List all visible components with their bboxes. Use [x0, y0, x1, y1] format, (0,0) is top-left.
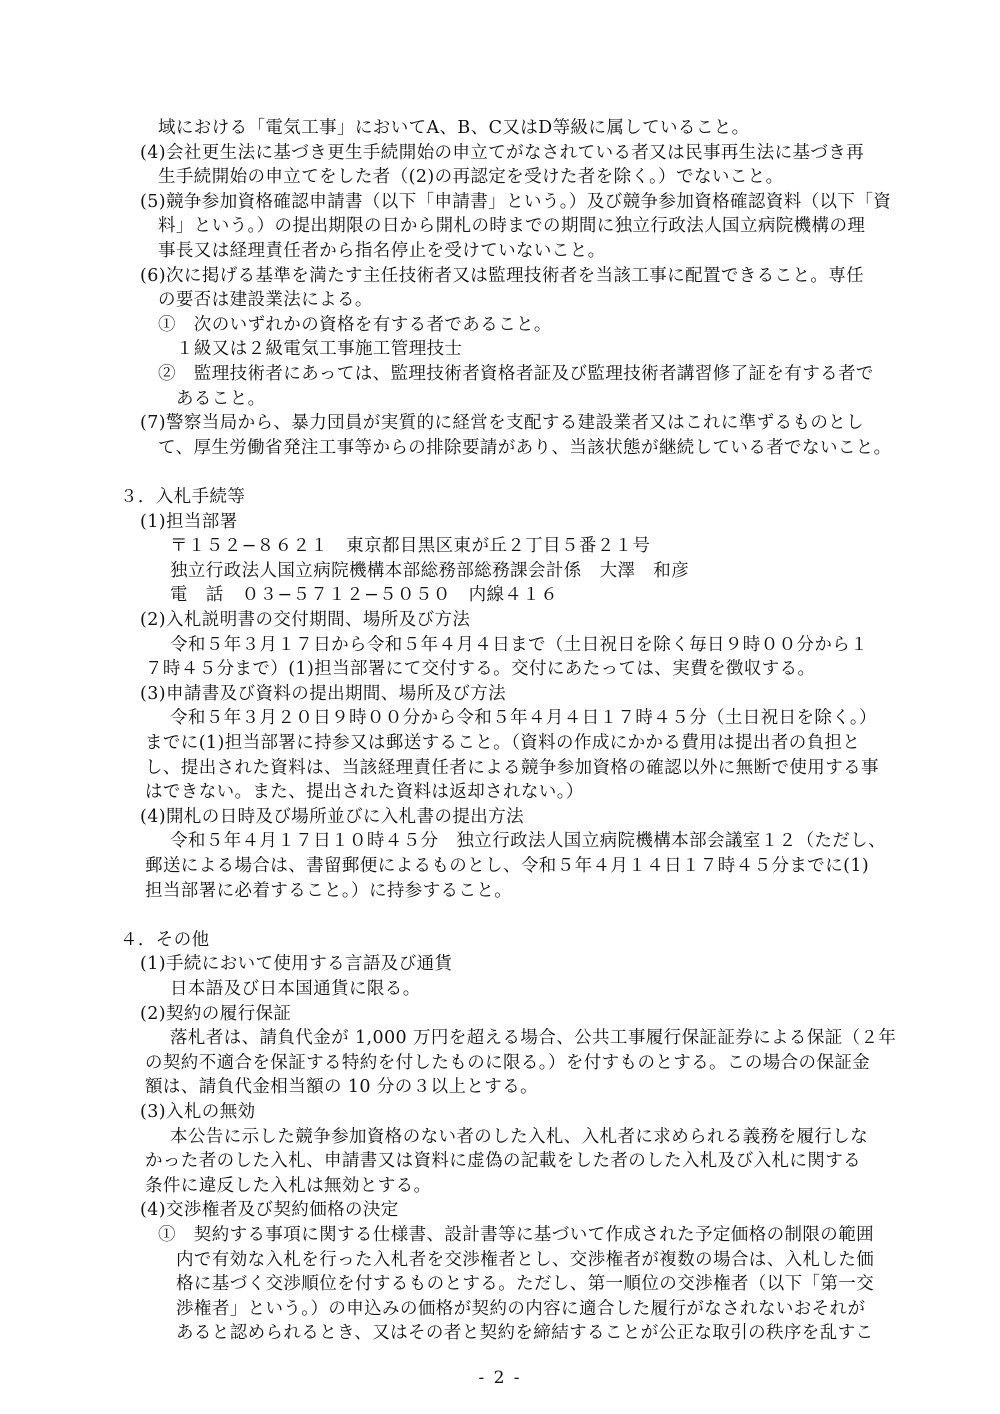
text-line: (3)入札の無効 — [140, 1102, 256, 1122]
text-line: の契約不適合を保証する特約を付したものに限る。）を付すものとする。この場合の保証金 — [145, 1052, 871, 1073]
text-line: 電 話 ０３−５７１２−５０５０ 内線４１６ — [170, 585, 559, 606]
text-line: 郵送による場合は、書留郵便によるものとし、令和５年４月１４日１７時４５分までに(1) — [145, 856, 870, 876]
text-line: 令和５年３月１７日から令和５年４月４日まで（土日祝日を除く毎日９時００分から１ — [170, 634, 869, 655]
text-line: (6)次に掲げる基準を満たす主任技術者又は監理技術者を当該工事に配置できること。専任 — [140, 265, 865, 286]
text-line: 令和５年４月１７日１０時４５分 独立行政法人国立病院機構本部会議室１２（ただし、 — [170, 831, 886, 852]
text-line: あること。 — [176, 388, 266, 409]
text-line: までに(1)担当部署に持参又は郵送すること。（資料の作成にかかる費用は提出者の負担と — [145, 733, 861, 753]
text-line: の要否は建設業法による。 — [158, 290, 373, 311]
text-line: (4)交渉権者及び契約価格の決定 — [140, 1200, 399, 1221]
text-line: 事長又は経理責任者から指名停止を受けていないこと。 — [158, 241, 606, 261]
text-line: (3)申請書及び資料の提出期間、場所及び方法 — [140, 683, 507, 704]
page-number: - 2 - — [478, 1368, 522, 1388]
text-line: はできない。また、提出された資料は返却されない。） — [145, 782, 584, 803]
text-line: かった者のした入札、申請書又は資料に虚偽の記載をした者のした入札及び入札に関する — [145, 1151, 861, 1172]
text-line: (4)会社更生法に基づき更生手続開始の申立てがなされている者又は民事再生法に基づき再 — [140, 142, 865, 163]
text-line: (2)契約の履行保証 — [140, 1003, 292, 1024]
text-line: て、厚生労働省発注工事等からの排除要請があり、当該状態が継続している者でないこと。 — [158, 437, 892, 458]
text-line: 日本語及び日本国通貨に限る。 — [170, 979, 421, 999]
section-heading: ３．入札手続等 — [120, 487, 246, 507]
text-line: 渉権者」という。）の申込みの価格が契約の内容に適合した履行がなされないおそれが — [176, 1298, 866, 1319]
text-line: 格に基づく交渉順位を付するものとする。ただし、第一順位の交渉権者（以下「第一交 — [176, 1274, 875, 1295]
text-line: 落札者は、請負代金が 1,000 万円を超える場合、公共工事履行保証証券による保証（２年 — [170, 1028, 897, 1049]
text-line: ７時４５分まで）(1)担当部署にて交付する。交付にあたっては、実費を徴収する。 — [145, 659, 816, 680]
text-line: (1)担当部署 — [140, 511, 238, 532]
text-line: 独立行政法人国立病院機構本部総務部総務課会計係 大澤 和彦 — [170, 560, 690, 581]
text-line: 〒１５２−８６２１ 東京都目黒区東が丘２丁目５番２１号 — [170, 536, 651, 557]
text-line: 本公告に示した競争参加資格のない者のした入札、入札者に求められる義務を履行しな — [170, 1126, 869, 1147]
text-line: 担当部署に必着すること。）に持参すること。 — [145, 880, 513, 901]
text-line: (4)開札の日時及び場所並びに入札書の提出方法 — [140, 806, 524, 827]
text-line: 内で有効な入札を行った入札者を交渉権者とし、交渉権者が複数の場合は、入札した価 — [176, 1249, 875, 1270]
text-line: 条件に違反した入札は無効とする。 — [145, 1175, 432, 1196]
text-line: あると認められるとき、又はその者と契約を締結することが公正な取引の秩序を乱すこ — [176, 1323, 874, 1344]
text-line: 額は、請負代金相当額の 10 分の３以上とする。 — [145, 1077, 538, 1098]
text-line: ① 契約する事項に関する仕様書、設計書等に基づいて作成された予定価格の制限の範囲 — [158, 1225, 874, 1245]
text-line: １級又は２級電気工事施工管理技士 — [176, 339, 463, 360]
text-line: ① 次のいずれかの資格を有する者であること。 — [158, 314, 552, 335]
text-line: 域における「電気工事」においてA、B、C又はD等級に属していること。 — [158, 118, 750, 138]
text-line: し、提出された資料は、当該経理責任者による競争参加資格の確認以外に無断で使用する事 — [145, 757, 879, 778]
text-line: (5)競争参加資格確認申請書（以下「申請書」という。）及び競争参加資格確認資料（以下「資 — [140, 191, 892, 212]
text-line: (2)入札説明書の交付期間、場所及び方法 — [140, 610, 471, 630]
text-line: 料」という。）の提出期限の日から開札の時までの期間に独立行政法人国立病院機構の理 — [158, 216, 866, 237]
text-line: 令和５年３月２０日９時００分から令和５年４月４日１７時４５分（土日祝日を除く。） — [170, 708, 877, 729]
text-line: (7)警察当局から、暴力団員が実質的に経営を支配する建設業者又はこれに準ずるものとし — [140, 413, 865, 434]
text-line: (1)手続において使用する言語及び通貨 — [140, 954, 453, 975]
text-line: 生手続開始の申立てをした者（(2)の再認定を受けた者を除く。）でないこと。 — [158, 167, 784, 188]
section-heading: ４．その他 — [120, 929, 210, 950]
text-line: ② 監理技術者にあっては、監理技術者資格者証及び監理技術者講習修了証を有する者で — [158, 364, 874, 384]
